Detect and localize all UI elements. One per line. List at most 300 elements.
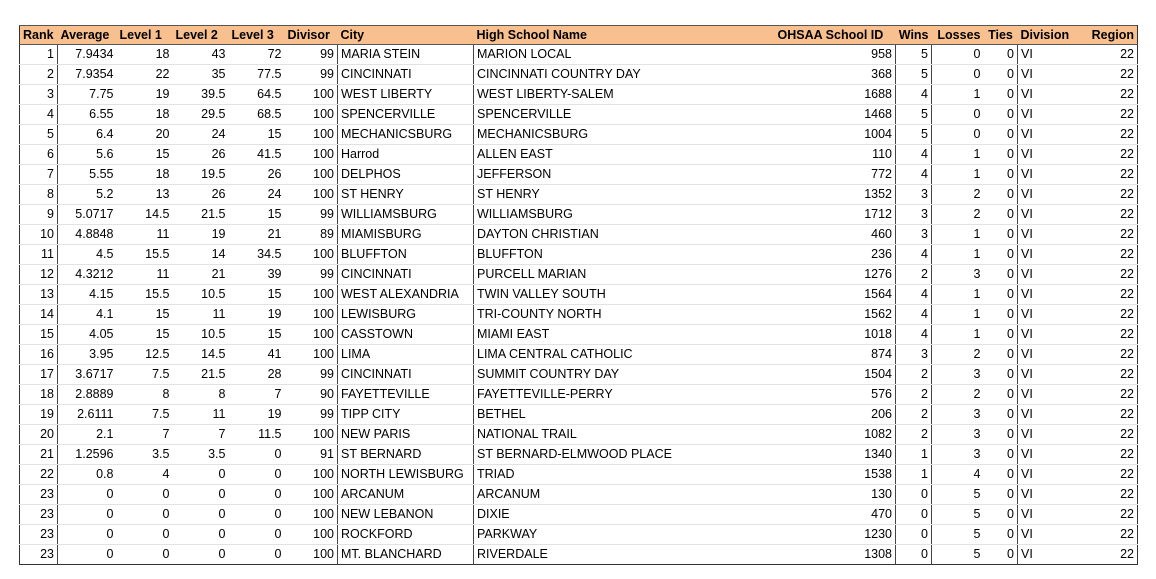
cell-level-2: 21.5 [173, 365, 229, 385]
cell-wins: 4 [896, 285, 932, 305]
cell-wins: 4 [896, 145, 932, 165]
cell-ohsaa-school-id: 1504 [775, 365, 896, 385]
cell-divisor: 100 [285, 345, 338, 365]
cell-division: VI [1018, 205, 1072, 225]
cell-high-school-name: BETHEL [474, 405, 775, 425]
cell-divisor: 100 [285, 85, 338, 105]
cell-rank: 21 [20, 445, 58, 465]
cell-divisor: 99 [285, 65, 338, 85]
cell-level-1: 7.5 [117, 365, 173, 385]
cell-high-school-name: LIMA CENTRAL CATHOLIC [474, 345, 775, 365]
cell-level-1: 14.5 [117, 205, 173, 225]
table-row [20, 125, 1138, 145]
cell-rank: 10 [20, 225, 58, 245]
cell-level-2: 21.5 [173, 205, 229, 225]
cell-wins: 3 [896, 205, 932, 225]
cell-level-1: 15 [117, 325, 173, 345]
cell-level-3: 0 [229, 485, 285, 505]
cell-level-3: 26 [229, 165, 285, 185]
cell-ties: 0 [984, 425, 1018, 445]
cell-city: WEST ALEXANDRIA [338, 285, 474, 305]
cell-losses: 2 [932, 205, 984, 225]
cell-rank: 14 [20, 305, 58, 325]
cell-average: 4.1 [58, 305, 117, 325]
cell-region: 22 [1072, 505, 1138, 525]
table-row [20, 425, 1138, 445]
cell-rank: 3 [20, 85, 58, 105]
cell-city: SPENCERVILLE [338, 105, 474, 125]
cell-high-school-name: PURCELL MARIAN [474, 265, 775, 285]
cell-divisor: 100 [285, 525, 338, 545]
cell-ties: 0 [984, 45, 1018, 65]
cell-high-school-name: ST HENRY [474, 185, 775, 205]
cell-wins: 1 [896, 445, 932, 465]
cell-level-1: 0 [117, 485, 173, 505]
cell-rank: 5 [20, 125, 58, 145]
cell-losses: 0 [932, 65, 984, 85]
cell-level-2: 11 [173, 305, 229, 325]
cell-ohsaa-school-id: 1018 [775, 325, 896, 345]
cell-losses: 1 [932, 145, 984, 165]
cell-high-school-name: DIXIE [474, 505, 775, 525]
cell-losses: 2 [932, 345, 984, 365]
cell-city: MARIA STEIN [338, 45, 474, 65]
table-row [20, 365, 1138, 385]
cell-ohsaa-school-id: 1564 [775, 285, 896, 305]
cell-level-2: 11 [173, 405, 229, 425]
cell-level-1: 15.5 [117, 245, 173, 265]
table-row [20, 485, 1138, 505]
cell-high-school-name: ALLEN EAST [474, 145, 775, 165]
cell-losses: 1 [932, 325, 984, 345]
cell-average: 7.9434 [58, 45, 117, 65]
cell-ohsaa-school-id: 1562 [775, 305, 896, 325]
cell-level-3: 11.5 [229, 425, 285, 445]
cell-ties: 0 [984, 165, 1018, 185]
cell-city: ROCKFORD [338, 525, 474, 545]
cell-high-school-name: WEST LIBERTY-SALEM [474, 85, 775, 105]
cell-wins: 2 [896, 265, 932, 285]
cell-average: 1.2596 [58, 445, 117, 465]
cell-losses: 1 [932, 225, 984, 245]
cell-high-school-name: DAYTON CHRISTIAN [474, 225, 775, 245]
cell-ohsaa-school-id: 1082 [775, 425, 896, 445]
cell-region: 22 [1072, 265, 1138, 285]
cell-divisor: 99 [285, 45, 338, 65]
cell-high-school-name: SPENCERVILLE [474, 105, 775, 125]
cell-average: 4.3212 [58, 265, 117, 285]
cell-losses: 5 [932, 525, 984, 545]
cell-level-3: 0 [229, 505, 285, 525]
cell-divisor: 100 [285, 545, 338, 565]
cell-city: ST BERNARD [338, 445, 474, 465]
cell-high-school-name: ARCANUM [474, 485, 775, 505]
cell-average: 2.8889 [58, 385, 117, 405]
cell-high-school-name: FAYETTEVILLE-PERRY [474, 385, 775, 405]
cell-level-3: 21 [229, 225, 285, 245]
cell-level-2: 35 [173, 65, 229, 85]
cell-high-school-name: RIVERDALE [474, 545, 775, 565]
cell-divisor: 99 [285, 205, 338, 225]
cell-division: VI [1018, 545, 1072, 565]
cell-ties: 0 [984, 145, 1018, 165]
cell-region: 22 [1072, 205, 1138, 225]
cell-level-3: 28 [229, 365, 285, 385]
cell-ohsaa-school-id: 1538 [775, 465, 896, 485]
column-header-city: City [338, 26, 474, 45]
cell-ohsaa-school-id: 130 [775, 485, 896, 505]
cell-level-1: 15 [117, 305, 173, 325]
cell-region: 22 [1072, 105, 1138, 125]
cell-level-1: 4 [117, 465, 173, 485]
column-header-division: Division [1018, 26, 1072, 45]
cell-region: 22 [1072, 185, 1138, 205]
cell-division: VI [1018, 325, 1072, 345]
cell-level-1: 18 [117, 105, 173, 125]
cell-level-2: 14.5 [173, 345, 229, 365]
cell-level-2: 14 [173, 245, 229, 265]
cell-ohsaa-school-id: 576 [775, 385, 896, 405]
column-header-average: Average [58, 26, 117, 45]
cell-wins: 1 [896, 465, 932, 485]
cell-rank: 12 [20, 265, 58, 285]
cell-wins: 0 [896, 545, 932, 565]
cell-average: 2.1 [58, 425, 117, 445]
cell-losses: 1 [932, 85, 984, 105]
cell-region: 22 [1072, 525, 1138, 545]
cell-rank: 15 [20, 325, 58, 345]
cell-average: 0.8 [58, 465, 117, 485]
cell-average: 5.0717 [58, 205, 117, 225]
column-header-ohsaa-school-id: OHSAA School ID [775, 26, 896, 45]
cell-level-2: 10.5 [173, 325, 229, 345]
cell-city: WILLIAMSBURG [338, 205, 474, 225]
cell-level-3: 0 [229, 465, 285, 485]
cell-division: VI [1018, 265, 1072, 285]
cell-losses: 3 [932, 265, 984, 285]
cell-divisor: 100 [285, 165, 338, 185]
cell-division: VI [1018, 185, 1072, 205]
cell-division: VI [1018, 145, 1072, 165]
cell-level-2: 19 [173, 225, 229, 245]
table-row [20, 505, 1138, 525]
cell-ties: 0 [984, 125, 1018, 145]
cell-ties: 0 [984, 505, 1018, 525]
cell-division: VI [1018, 485, 1072, 505]
cell-division: VI [1018, 225, 1072, 245]
cell-wins: 5 [896, 125, 932, 145]
cell-division: VI [1018, 505, 1072, 525]
table-body [20, 45, 1138, 565]
cell-level-2: 0 [173, 485, 229, 505]
cell-average: 5.55 [58, 165, 117, 185]
cell-city: ARCANUM [338, 485, 474, 505]
cell-ohsaa-school-id: 110 [775, 145, 896, 165]
cell-losses: 3 [932, 405, 984, 425]
cell-wins: 4 [896, 245, 932, 265]
cell-level-1: 0 [117, 525, 173, 545]
cell-average: 3.95 [58, 345, 117, 365]
cell-rank: 7 [20, 165, 58, 185]
cell-ties: 0 [984, 245, 1018, 265]
cell-ties: 0 [984, 65, 1018, 85]
cell-wins: 4 [896, 165, 932, 185]
cell-rank: 11 [20, 245, 58, 265]
table-row [20, 445, 1138, 465]
cell-ohsaa-school-id: 958 [775, 45, 896, 65]
cell-wins: 2 [896, 365, 932, 385]
table-row [20, 465, 1138, 485]
cell-region: 22 [1072, 445, 1138, 465]
cell-level-3: 19 [229, 305, 285, 325]
cell-losses: 0 [932, 125, 984, 145]
cell-ohsaa-school-id: 1004 [775, 125, 896, 145]
column-header-region: Region [1072, 26, 1138, 45]
table-row [20, 325, 1138, 345]
cell-losses: 1 [932, 305, 984, 325]
cell-average: 7.75 [58, 85, 117, 105]
cell-region: 22 [1072, 125, 1138, 145]
cell-wins: 3 [896, 225, 932, 245]
cell-rank: 16 [20, 345, 58, 365]
cell-division: VI [1018, 245, 1072, 265]
cell-rank: 18 [20, 385, 58, 405]
cell-region: 22 [1072, 225, 1138, 245]
cell-division: VI [1018, 165, 1072, 185]
table-row [20, 385, 1138, 405]
cell-level-1: 0 [117, 505, 173, 525]
cell-level-2: 7 [173, 425, 229, 445]
cell-losses: 0 [932, 45, 984, 65]
column-header-level-1: Level 1 [117, 26, 173, 45]
cell-ties: 0 [984, 265, 1018, 285]
cell-high-school-name: MARION LOCAL [474, 45, 775, 65]
cell-rank: 1 [20, 45, 58, 65]
cell-division: VI [1018, 465, 1072, 485]
cell-ties: 0 [984, 465, 1018, 485]
cell-city: MECHANICSBURG [338, 125, 474, 145]
cell-ties: 0 [984, 545, 1018, 565]
cell-ties: 0 [984, 85, 1018, 105]
cell-wins: 2 [896, 385, 932, 405]
cell-level-3: 15 [229, 205, 285, 225]
cell-level-2: 43 [173, 45, 229, 65]
cell-region: 22 [1072, 405, 1138, 425]
cell-division: VI [1018, 105, 1072, 125]
cell-region: 22 [1072, 145, 1138, 165]
cell-level-1: 7.5 [117, 405, 173, 425]
table-row [20, 285, 1138, 305]
cell-ties: 0 [984, 305, 1018, 325]
cell-average: 0 [58, 505, 117, 525]
cell-region: 22 [1072, 245, 1138, 265]
cell-average: 6.55 [58, 105, 117, 125]
cell-city: LIMA [338, 345, 474, 365]
table-row [20, 405, 1138, 425]
cell-ohsaa-school-id: 1308 [775, 545, 896, 565]
cell-city: NEW PARIS [338, 425, 474, 445]
column-header-level-3: Level 3 [229, 26, 285, 45]
table-row [20, 65, 1138, 85]
cell-level-3: 72 [229, 45, 285, 65]
cell-average: 0 [58, 485, 117, 505]
table-row [20, 85, 1138, 105]
cell-high-school-name: TWIN VALLEY SOUTH [474, 285, 775, 305]
cell-divisor: 100 [285, 505, 338, 525]
cell-divisor: 100 [285, 425, 338, 445]
cell-level-1: 3.5 [117, 445, 173, 465]
cell-divisor: 99 [285, 265, 338, 285]
cell-level-2: 29.5 [173, 105, 229, 125]
cell-wins: 5 [896, 65, 932, 85]
cell-level-3: 15 [229, 125, 285, 145]
cell-divisor: 100 [285, 185, 338, 205]
cell-division: VI [1018, 405, 1072, 425]
cell-region: 22 [1072, 305, 1138, 325]
cell-level-1: 18 [117, 165, 173, 185]
cell-level-1: 13 [117, 185, 173, 205]
cell-level-3: 0 [229, 445, 285, 465]
cell-average: 4.5 [58, 245, 117, 265]
cell-level-1: 7 [117, 425, 173, 445]
cell-wins: 5 [896, 105, 932, 125]
cell-high-school-name: BLUFFTON [474, 245, 775, 265]
cell-level-3: 41 [229, 345, 285, 365]
cell-city: NORTH LEWISBURG [338, 465, 474, 485]
cell-rank: 17 [20, 365, 58, 385]
cell-high-school-name: TRI-COUNTY NORTH [474, 305, 775, 325]
cell-high-school-name: JEFFERSON [474, 165, 775, 185]
cell-level-3: 7 [229, 385, 285, 405]
cell-average: 4.05 [58, 325, 117, 345]
cell-level-2: 0 [173, 545, 229, 565]
cell-level-1: 15 [117, 145, 173, 165]
cell-division: VI [1018, 525, 1072, 545]
column-header-high-school-name: High School Name [474, 26, 775, 45]
cell-ties: 0 [984, 325, 1018, 345]
cell-division: VI [1018, 345, 1072, 365]
cell-average: 0 [58, 525, 117, 545]
cell-wins: 0 [896, 505, 932, 525]
cell-ohsaa-school-id: 1352 [775, 185, 896, 205]
cell-rank: 22 [20, 465, 58, 485]
cell-rank: 19 [20, 405, 58, 425]
cell-average: 6.4 [58, 125, 117, 145]
cell-city: NEW LEBANON [338, 505, 474, 525]
cell-wins: 4 [896, 325, 932, 345]
cell-divisor: 99 [285, 365, 338, 385]
cell-ohsaa-school-id: 1276 [775, 265, 896, 285]
cell-level-2: 19.5 [173, 165, 229, 185]
cell-division: VI [1018, 85, 1072, 105]
cell-city: MT. BLANCHARD [338, 545, 474, 565]
cell-level-3: 64.5 [229, 85, 285, 105]
cell-region: 22 [1072, 385, 1138, 405]
cell-division: VI [1018, 45, 1072, 65]
cell-region: 22 [1072, 45, 1138, 65]
cell-city: CINCINNATI [338, 65, 474, 85]
table-row [20, 45, 1138, 65]
cell-wins: 3 [896, 345, 932, 365]
cell-rank: 2 [20, 65, 58, 85]
cell-ohsaa-school-id: 772 [775, 165, 896, 185]
cell-average: 7.9354 [58, 65, 117, 85]
cell-ohsaa-school-id: 1688 [775, 85, 896, 105]
cell-divisor: 100 [285, 465, 338, 485]
cell-divisor: 91 [285, 445, 338, 465]
cell-level-3: 15 [229, 285, 285, 305]
cell-ties: 0 [984, 185, 1018, 205]
cell-high-school-name: SUMMIT COUNTRY DAY [474, 365, 775, 385]
cell-region: 22 [1072, 85, 1138, 105]
cell-level-2: 10.5 [173, 285, 229, 305]
cell-region: 22 [1072, 545, 1138, 565]
cell-divisor: 89 [285, 225, 338, 245]
cell-ohsaa-school-id: 206 [775, 405, 896, 425]
cell-divisor: 99 [285, 405, 338, 425]
rankings-table [19, 25, 1138, 565]
cell-level-1: 8 [117, 385, 173, 405]
cell-ties: 0 [984, 445, 1018, 465]
cell-level-3: 19 [229, 405, 285, 425]
cell-average: 5.2 [58, 185, 117, 205]
cell-division: VI [1018, 445, 1072, 465]
cell-level-3: 39 [229, 265, 285, 285]
table-row [20, 145, 1138, 165]
cell-rank: 23 [20, 485, 58, 505]
cell-city: FAYETTEVILLE [338, 385, 474, 405]
table-row [20, 105, 1138, 125]
column-header-level-2: Level 2 [173, 26, 229, 45]
cell-region: 22 [1072, 285, 1138, 305]
cell-city: CINCINNATI [338, 265, 474, 285]
cell-losses: 5 [932, 485, 984, 505]
cell-wins: 4 [896, 85, 932, 105]
cell-city: TIPP CITY [338, 405, 474, 425]
cell-losses: 3 [932, 425, 984, 445]
cell-rank: 13 [20, 285, 58, 305]
cell-divisor: 100 [285, 285, 338, 305]
cell-ties: 0 [984, 225, 1018, 245]
cell-divisor: 100 [285, 325, 338, 345]
cell-city: WEST LIBERTY [338, 85, 474, 105]
table-row [20, 185, 1138, 205]
cell-divisor: 100 [285, 125, 338, 145]
cell-losses: 4 [932, 465, 984, 485]
table-row [20, 265, 1138, 285]
cell-divisor: 100 [285, 105, 338, 125]
cell-ties: 0 [984, 365, 1018, 385]
cell-rank: 23 [20, 525, 58, 545]
cell-level-1: 22 [117, 65, 173, 85]
column-header-wins: Wins [896, 26, 932, 45]
cell-losses: 1 [932, 285, 984, 305]
cell-wins: 4 [896, 305, 932, 325]
cell-city: CINCINNATI [338, 365, 474, 385]
cell-high-school-name: MECHANICSBURG [474, 125, 775, 145]
cell-level-2: 21 [173, 265, 229, 285]
cell-city: LEWISBURG [338, 305, 474, 325]
cell-wins: 0 [896, 525, 932, 545]
cell-level-1: 0 [117, 545, 173, 565]
cell-high-school-name: ST BERNARD-ELMWOOD PLACE [474, 445, 775, 465]
cell-ohsaa-school-id: 1712 [775, 205, 896, 225]
cell-average: 4.8848 [58, 225, 117, 245]
cell-ties: 0 [984, 385, 1018, 405]
cell-level-2: 0 [173, 505, 229, 525]
cell-high-school-name: NATIONAL TRAIL [474, 425, 775, 445]
cell-rank: 23 [20, 545, 58, 565]
